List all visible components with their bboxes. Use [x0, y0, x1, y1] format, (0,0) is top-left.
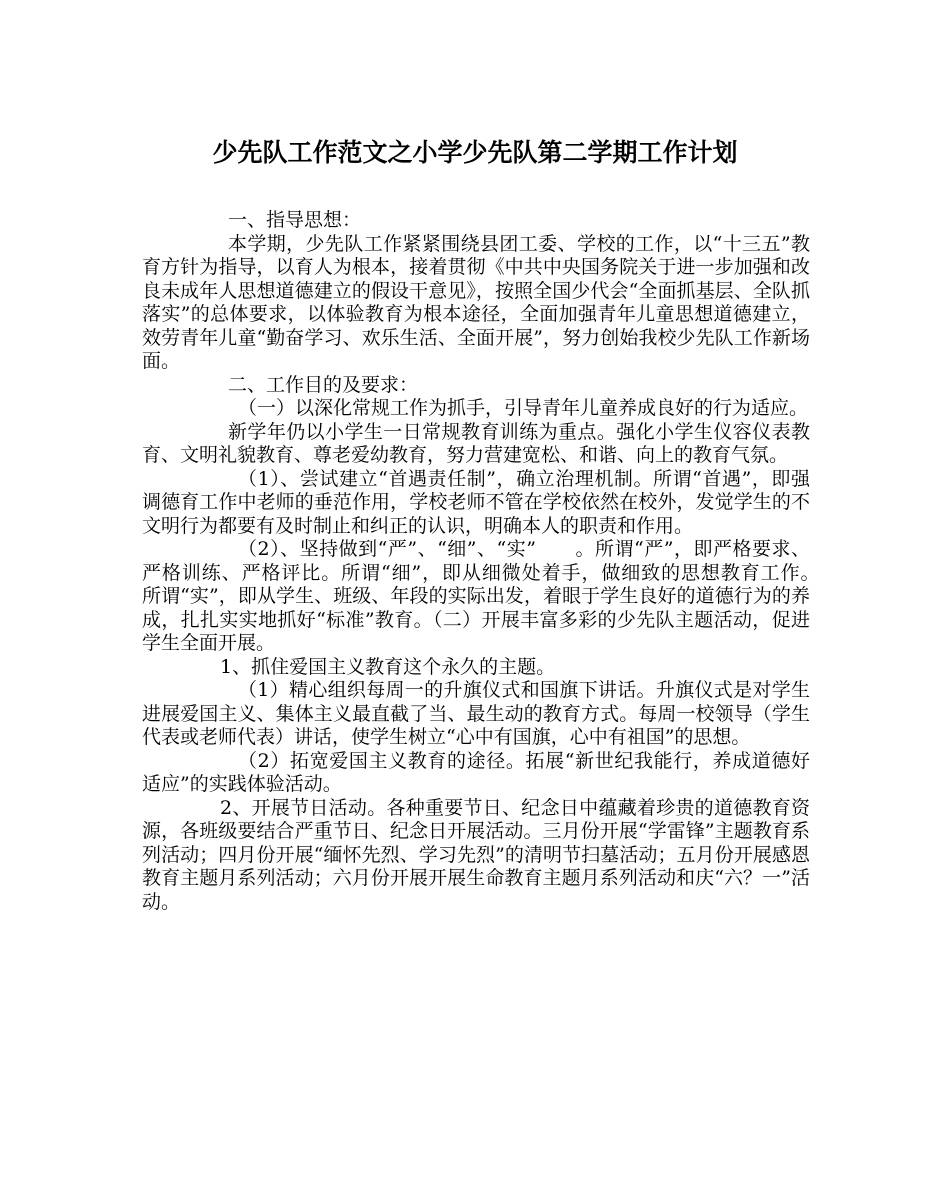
- document-body: [142, 209, 849, 914]
- paragraph-patriotism-approach: （2）拓宽爱国主义教育的途径。拓展“新世纪我能行，养成道德好适应”的实践体验活动。: [142, 749, 810, 795]
- paragraph-routine-work: （一）以深化常规工作为抓手，引导青年儿童养成良好的行为适应。: [238, 397, 809, 419]
- section-heading-guiding-thought: 一、指导思想：: [228, 209, 362, 231]
- paragraph-festival-activities: 2、开展节日活动。各种重要节日、纪念日中蕴藏着珍贵的道德教育资源，各班级要结合严重节日、纪念日开展活动。三月份开展“学雷锋”主题教育系列活动；四月份开展“缅怀先烈、学习先烈”的清明节扫墓活动；五月份开展感恩教育主题月系列活动；六月份开展开展生命教育主题月系列活动和庆“六？一”活动。: [142, 796, 810, 913]
- paragraph-flag-ceremony: （1）精心组织每周一的升旗仪式和国旗下讲话。升旗仪式是对学生进展爱国主义、集体主义最直截了当、最生动的教育方式。每周一校领导（学生代表或老师代表）讲话，使学生树立“心中有国旗，心中有祖国”的思想。: [142, 679, 810, 748]
- section-heading-goals: 二、工作目的及要求：: [228, 373, 419, 396]
- paragraph-patriotism-heading: 1、抓住爱国主义教育这个永久的主题。: [220, 655, 556, 678]
- document-title: 少先队工作范文之小学少先队第二学期工作计划: [212, 138, 738, 167]
- paragraph-guiding-thought: 本学期，少先队工作紧紧围绕县团工委、学校的工作，以“十三五”教育方针为指导，以育人为根本，接着贯彻《中共中央国务院关于进一步加强和改良未成年人思想道德建立的假设干意见》，按照全国少代会“全面抓基层、全队抓落实”的总体要求，以体验教育为根本途径，全面加强青年儿童思想道德建立，效劳青年儿童“勤奋学习、欢乐生活、全面开展”，努力创始我校少先队工作新场面。: [142, 232, 810, 372]
- paragraph-daily-routine: 新学年仍以小学生一日常规教育训练为重点。强化小学生仪容仪表教育、文明礼貌教育、尊老爱幼教育，努力营建宽松、和谐、向上的教育气氛。: [142, 420, 810, 466]
- paragraph-first-encounter: （1）、尝试建立“首遇责任制”，确立治理机制。所谓“首遇”，即强调德育工作中老师的垂范作用，学校老师不管在学校依然在校外，发觉学生的不文明行为都要有及时制止和纠正的认识，明确本人的职责和作用。: [142, 467, 810, 537]
- paragraph-strict-detailed-practical: （2）、坚持做到“严”、“细”、“实” 。所谓“严”，即严格要求、严格训练、严格评比。所谓“细”，即从细微处着手，做细致的思想教育工作。 所谓“实”，即从学生、班级、年段的实际出发，着眼于学生良好的道德行为的养成，扎扎实实地抓好“标准”教育。（二）开展丰富多彩的少先队主题活动，促进学生全面开展。: [142, 538, 849, 654]
